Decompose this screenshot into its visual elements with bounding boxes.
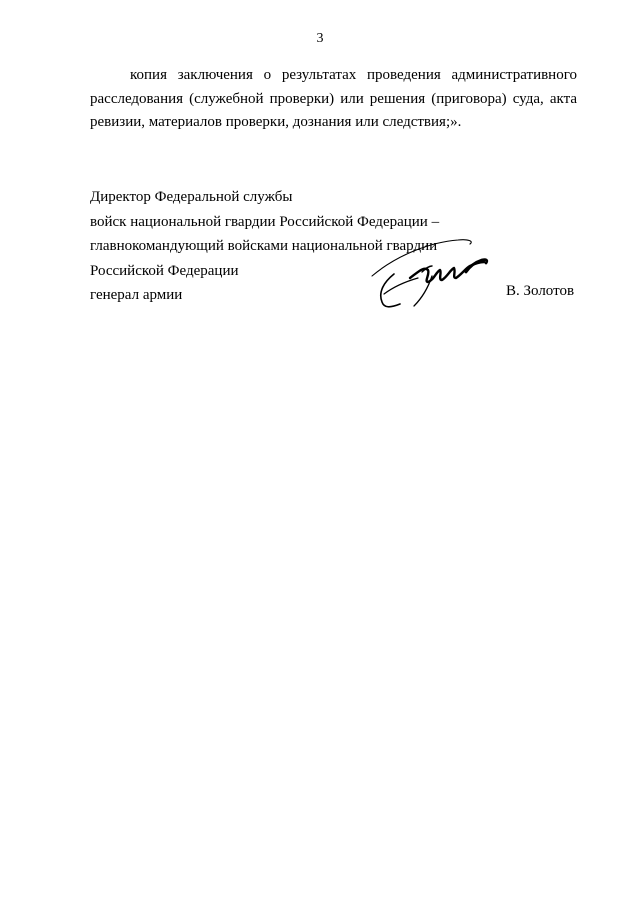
signer-title-line-4: Российской Федерации [90, 262, 239, 279]
signer-name: В. Золотов [506, 283, 575, 299]
signer-title-line-1: Директор Федеральной службы [90, 189, 293, 205]
signer-title-line-3: главнокомандующий войсками национальной гвардии [90, 238, 438, 254]
body-paragraph [90, 64, 577, 135]
handwritten-signature-icon [370, 232, 510, 314]
paragraph-line-3: ревизии, материалов проверки, дознания или следствия;». [90, 114, 462, 130]
page-number: 3 [316, 31, 324, 46]
signer-rank: генерал армии [90, 287, 183, 303]
paragraph-line-2: расследования (служебной проверки) или решения (приговора) суда, акта [90, 90, 577, 107]
paragraph-line-1: копия заключения о результатах проведения административного [130, 67, 577, 83]
signer-title-line-2: войск национальной гвардии Российской Федерации – [90, 213, 440, 230]
